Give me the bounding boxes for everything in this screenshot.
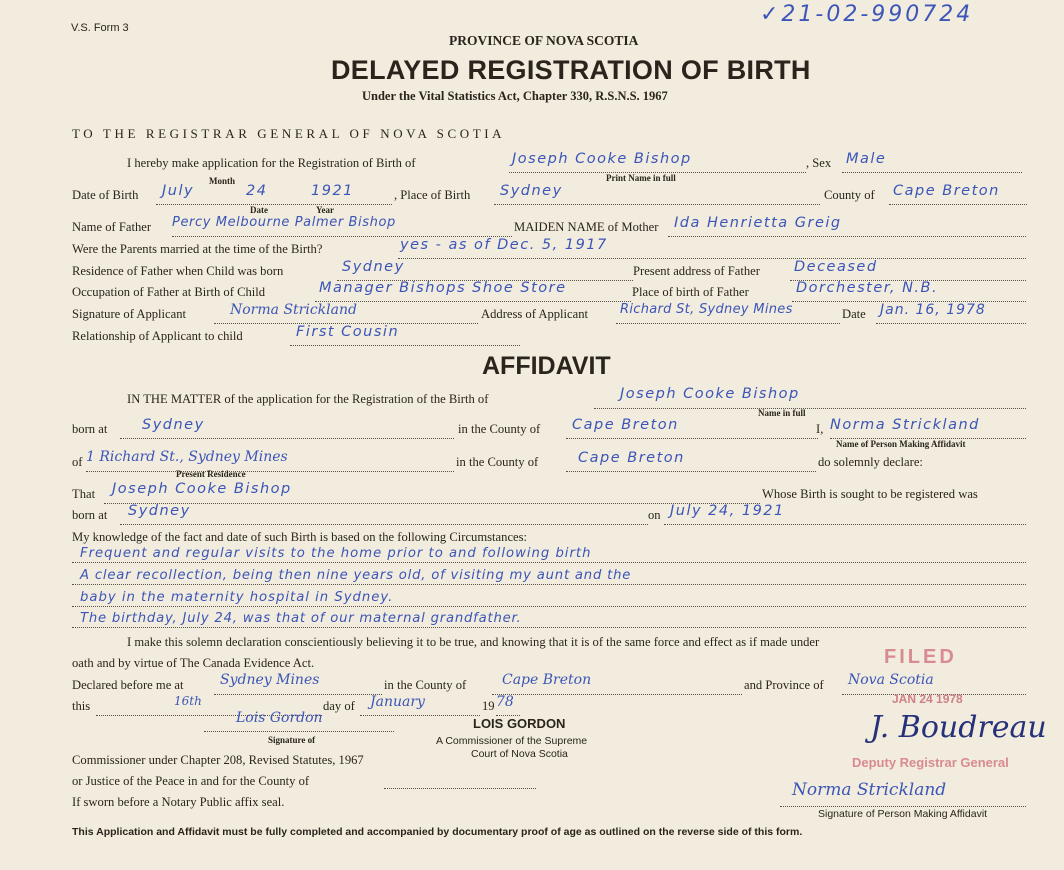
county-value: Cape Breton <box>893 183 1000 199</box>
name-in-full-caption: Name in full <box>758 408 806 418</box>
date-caption: Date <box>250 205 268 215</box>
notary-label: If sworn before a Notary Public affix seal. <box>72 795 285 809</box>
sex-value: Male <box>846 151 887 167</box>
dotted-line <box>566 471 816 472</box>
signature-label: Signature of Applicant <box>72 307 187 321</box>
year-caption: Year <box>316 205 334 215</box>
affidavit-child-name: Joseph Cooke Bishop <box>620 386 800 402</box>
that-label: That <box>72 487 96 501</box>
dotted-line <box>889 204 1027 205</box>
footer-note: This Application and Affidavit must be fully completed and accompanied by documentary proof of age as outlined on the reverse side of this form. <box>72 826 803 838</box>
present-address-value: Deceased <box>794 259 878 275</box>
father-label: Name of Father <box>72 220 152 234</box>
present-address-label: Present address of Father <box>633 264 760 278</box>
born-on-value: July 24, 1921 <box>670 503 785 519</box>
dotted-line <box>664 524 1026 525</box>
dob-label: Date of Birth <box>72 188 139 202</box>
father-value: Percy Melbourne Palmer Bishop <box>172 215 396 230</box>
applicant-signature: Norma Strickland <box>230 302 357 318</box>
circumstance-line: A clear recollection, being then nine years old, of visiting my aunt and the <box>80 568 632 583</box>
dotted-line <box>780 806 1026 807</box>
declare-label: do solemnly declare: <box>818 455 923 469</box>
dotted-line <box>492 694 742 695</box>
province-heading: PROVINCE OF NOVA SCOTIA <box>449 33 639 48</box>
occupation-label: Occupation of Father at Birth of Child <box>72 285 266 299</box>
dotted-line <box>156 204 392 205</box>
dotted-line <box>594 408 1026 409</box>
applicant-address-value: Richard St, Sydney Mines <box>620 302 793 317</box>
commissioner-stamp-line: Court of Nova Scotia <box>471 748 568 760</box>
subtitle: Under the Vital Statistics Act, Chapter 330, R.S.N.S. 1967 <box>362 89 668 103</box>
sex-label: , Sex <box>806 156 832 170</box>
born-at-label: born at <box>72 422 108 436</box>
signature-of-caption: Signature of <box>268 735 316 745</box>
form-number: V.S. Form 3 <box>71 22 129 34</box>
commissioner-stamp-line: A Commissioner of the Supreme <box>436 735 588 747</box>
in-county-label: in the County of <box>458 422 541 436</box>
declared-label: Declared before me at <box>72 678 184 692</box>
dotted-line <box>384 788 536 789</box>
that-name: Joseph Cooke Bishop <box>112 481 292 497</box>
child-name-value: Joseph Cooke Bishop <box>512 151 692 167</box>
print-name-caption: Print Name in full <box>606 173 676 183</box>
matter-label: IN THE MATTER of the application for the Registration of the Birth of <box>127 392 489 406</box>
i-label: I, <box>816 422 824 436</box>
born-at2-label: born at <box>72 508 108 522</box>
dotted-line <box>360 715 480 716</box>
addressee: TO THE REGISTRAR GENERAL OF NOVA SCOTIA <box>72 126 506 141</box>
affidavit-heading: AFFIDAVIT <box>482 352 611 380</box>
dotted-line <box>120 438 454 439</box>
circumstance-line: baby in the maternity hospital in Sydney. <box>80 590 394 605</box>
apply-label: I hereby make application for the Registration of Birth of <box>127 156 416 170</box>
dotted-line <box>104 503 760 504</box>
father-birthplace-value: Dorchester, N.B. <box>796 280 939 296</box>
dotted-line <box>86 471 454 472</box>
circumstance-line: Frequent and regular visits to the home prior to and following birth <box>80 546 592 561</box>
dotted-line <box>120 524 648 525</box>
dotted-line <box>72 606 1026 607</box>
on-label: on <box>648 508 661 522</box>
dotted-line <box>72 562 1026 563</box>
present-residence-caption: Present Residence <box>176 469 246 479</box>
applicant-address-label: Address of Applicant <box>481 307 589 321</box>
justice-label: or Justice of the Peace in and for the County of <box>72 774 310 788</box>
this-label: this <box>72 699 91 713</box>
dotted-line <box>398 258 1026 259</box>
residence-label: Residence of Father when Child was born <box>72 264 284 278</box>
knowledge-label: My knowledge of the fact and date of such Birth is based on the following Circumstances: <box>72 530 528 544</box>
dotted-line <box>842 172 1022 173</box>
file-number: ✓21-02-990724 <box>760 2 974 27</box>
dotted-line <box>566 438 818 439</box>
dotted-line <box>616 323 840 324</box>
dotted-line <box>668 236 1026 237</box>
registrar-title-stamp: Deputy Registrar General <box>852 755 1009 770</box>
dotted-line <box>72 584 1026 585</box>
residence-value: Sydney <box>342 259 405 275</box>
declared-at-value: Sydney Mines <box>220 672 320 688</box>
affiant-signature-caption: Signature of Person Making Affidavit <box>818 808 988 820</box>
mother-value: Ida Henrietta Greig <box>674 215 842 231</box>
province-label: and Province of <box>744 678 824 692</box>
in-county3-label: in the County of <box>384 678 467 692</box>
county3-value: Cape Breton <box>502 672 592 688</box>
dotted-line <box>214 694 382 695</box>
born-at-value: Sydney <box>142 417 205 433</box>
affiant-signature: Norma Strickland <box>792 780 947 800</box>
affiant-residence: 1 Richard St., Sydney Mines <box>86 449 288 465</box>
dotted-line <box>494 204 820 205</box>
county-value: Cape Breton <box>572 417 679 433</box>
relationship-value: First Cousin <box>296 324 400 340</box>
married-value: yes - as of Dec. 5, 1917 <box>400 237 608 253</box>
place-value: Sydney <box>500 183 563 199</box>
occupation-value: Manager Bishops Shoe Store <box>319 280 567 296</box>
father-birthplace-label: Place of birth of Father <box>632 285 749 299</box>
province-value: Nova Scotia <box>848 672 934 688</box>
date-value: Jan. 16, 1978 <box>880 302 986 318</box>
year-suffix: 78 <box>496 694 514 710</box>
relationship-label: Relationship of Applicant to child <box>72 329 243 343</box>
day-of-label: day of <box>323 699 355 713</box>
dotted-line <box>72 627 1026 628</box>
county-label: County of <box>824 188 875 202</box>
affiant-caption: Name of Person Making Affidavit <box>836 439 966 449</box>
of-label: of <box>72 455 83 469</box>
born-at2-value: Sydney <box>128 503 191 519</box>
dotted-line <box>204 731 394 732</box>
commissioner-stamp-name: LOIS GORDON <box>473 716 566 731</box>
page-title: DELAYED REGISTRATION OF BIRTH <box>331 55 811 85</box>
year-prefix: 19 <box>482 699 495 713</box>
filed-date-stamp: JAN 24 1978 <box>892 692 963 706</box>
place-label: , Place of Birth <box>394 188 471 202</box>
married-label: Were the Parents married at the time of the Birth? <box>72 242 323 256</box>
mother-label: MAIDEN NAME of Mother <box>514 220 659 234</box>
dotted-line <box>876 323 1026 324</box>
county2-value: Cape Breton <box>578 450 685 466</box>
dob-year: 1921 <box>311 183 354 199</box>
in-county-label: in the County of <box>456 455 539 469</box>
affiant-name: Norma Strickland <box>830 417 980 433</box>
dob-month: July <box>162 183 195 199</box>
declaration-text: oath and by virtue of The Canada Evidence Act. <box>72 656 315 670</box>
month-caption: Month <box>209 176 236 186</box>
commissioner-signature: Lois Gordon <box>236 710 323 726</box>
circumstance-line: The birthday, July 24, was that of our maternal grandfather. <box>80 611 522 626</box>
registrar-signature: J. Boudreau <box>870 710 1047 745</box>
declaration-text: I make this solemn declaration conscientiously believing it to be true, and knowing that it is of the same force and effect as if made under <box>127 635 820 649</box>
whose-birth-label: Whose Birth is sought to be registered was <box>762 487 978 501</box>
filed-stamp: FILED <box>884 646 957 668</box>
dotted-line <box>290 345 520 346</box>
dob-date: 24 <box>246 183 268 199</box>
dotted-line <box>315 301 631 302</box>
date-label: Date <box>842 307 866 321</box>
day-value: 16th <box>174 694 202 708</box>
month-value: January <box>370 694 425 710</box>
commissioner-label: Commissioner under Chapter 208, Revised Statutes, 1967 <box>72 753 364 767</box>
